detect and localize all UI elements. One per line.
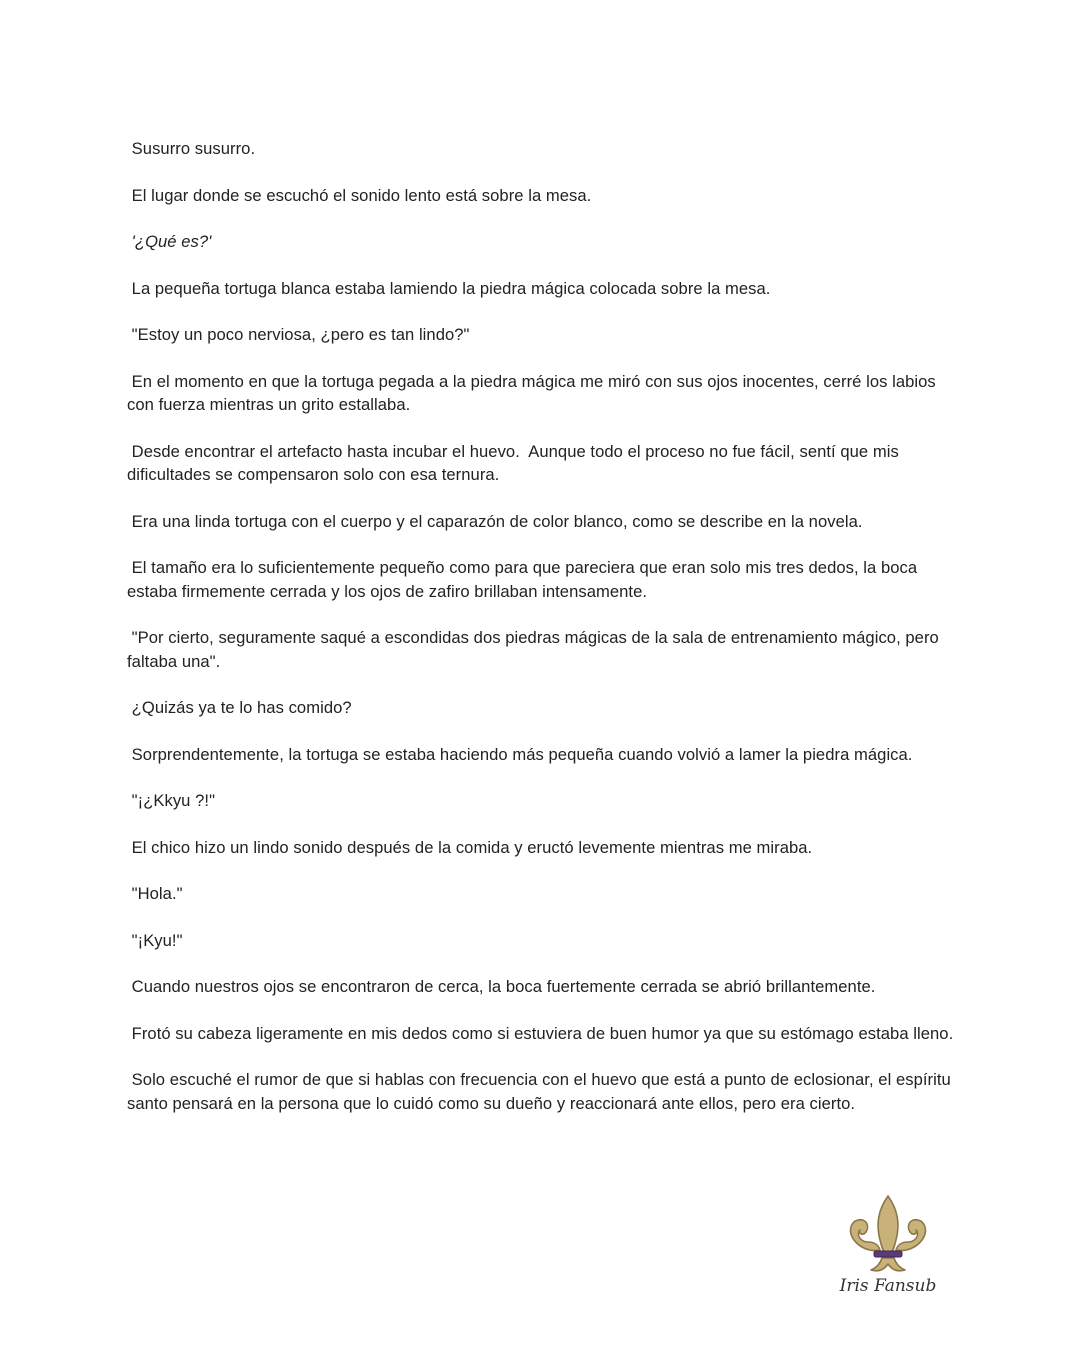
paragraph-1: Susurro susurro. <box>127 139 256 158</box>
document-page <box>127 137 957 1138</box>
paragraph-13: "¡¿Kkyu ?!" <box>127 791 216 810</box>
watermark-text: Iris Fansub <box>839 1276 937 1296</box>
paragraph-6: En el momento en que la tortuga pegada a la piedra mágica me miró con sus ojos inocentes, cerré los labios con fuerza mientras un grito estallaba. <box>127 371 941 414</box>
paragraph-9: El tamaño era lo suficientemente pequeño como para que pareciera que eran solo mis tres dedos, la boca estaba firmemente cerrada y los ojos de zafiro brillaban intensamente. <box>127 558 922 601</box>
paragraph-8: Era una linda tortuga con el cuerpo y el caparazón de color blanco, como se describe en la novela. <box>127 511 863 531</box>
paragraph-4: La pequeña tortuga blanca estaba lamiendo la piedra mágica colocada sobre la mesa. <box>127 278 771 298</box>
paragraph-14: El chico hizo un lindo sonido después de la comida y eructó levemente mientras me miraba. <box>127 837 813 857</box>
paragraph-17: Cuando nuestros ojos se encontraron de cerca, la boca fuertemente cerrada se abrió brillantemente. <box>127 977 876 996</box>
paragraph-15: "Hola." <box>127 884 183 903</box>
paragraph-11: ¿Quizás ya te lo has comido? <box>127 698 352 717</box>
paragraph-2: El lugar donde se escuchó el sonido lento está sobre la mesa. <box>127 185 592 205</box>
iris-fansub-watermark <box>838 1192 938 1304</box>
paragraph-3: '¿Qué es?' <box>127 232 212 251</box>
fleur-de-lis-icon <box>838 1192 938 1276</box>
paragraph-12: Sorprendentemente, la tortuga se estaba haciendo más pequeña cuando volvió a lamer la piedra mágica. <box>127 744 913 764</box>
paragraph-18: Frotó su cabeza ligeramente en mis dedos como si estuviera de buen humor ya que su estómago estaba lleno. <box>127 1023 954 1043</box>
paragraph-19: Solo escuché el rumor de que si hablas con frecuencia con el huevo que está a punto de eclosionar, el espíritu santo pensará en la persona que lo cuidó como su dueño y reaccionará ante ellos, pero era cierto. <box>127 1070 956 1113</box>
paragraph-5: "Estoy un poco nerviosa, ¿pero es tan lindo?" <box>127 325 470 344</box>
paragraph-16: "¡Kyu!" <box>127 930 183 950</box>
paragraph-7: Desde encontrar el artefacto hasta incubar el huevo. Aunque todo el proceso no fue fácil, sentí que mis dificultades se compensaron solo con esa ternura. <box>127 441 904 484</box>
paragraph-10: "Por cierto, seguramente saqué a escondidas dos piedras mágicas de la sala de entrenamiento mágico, pero faltaba una". <box>127 628 944 671</box>
